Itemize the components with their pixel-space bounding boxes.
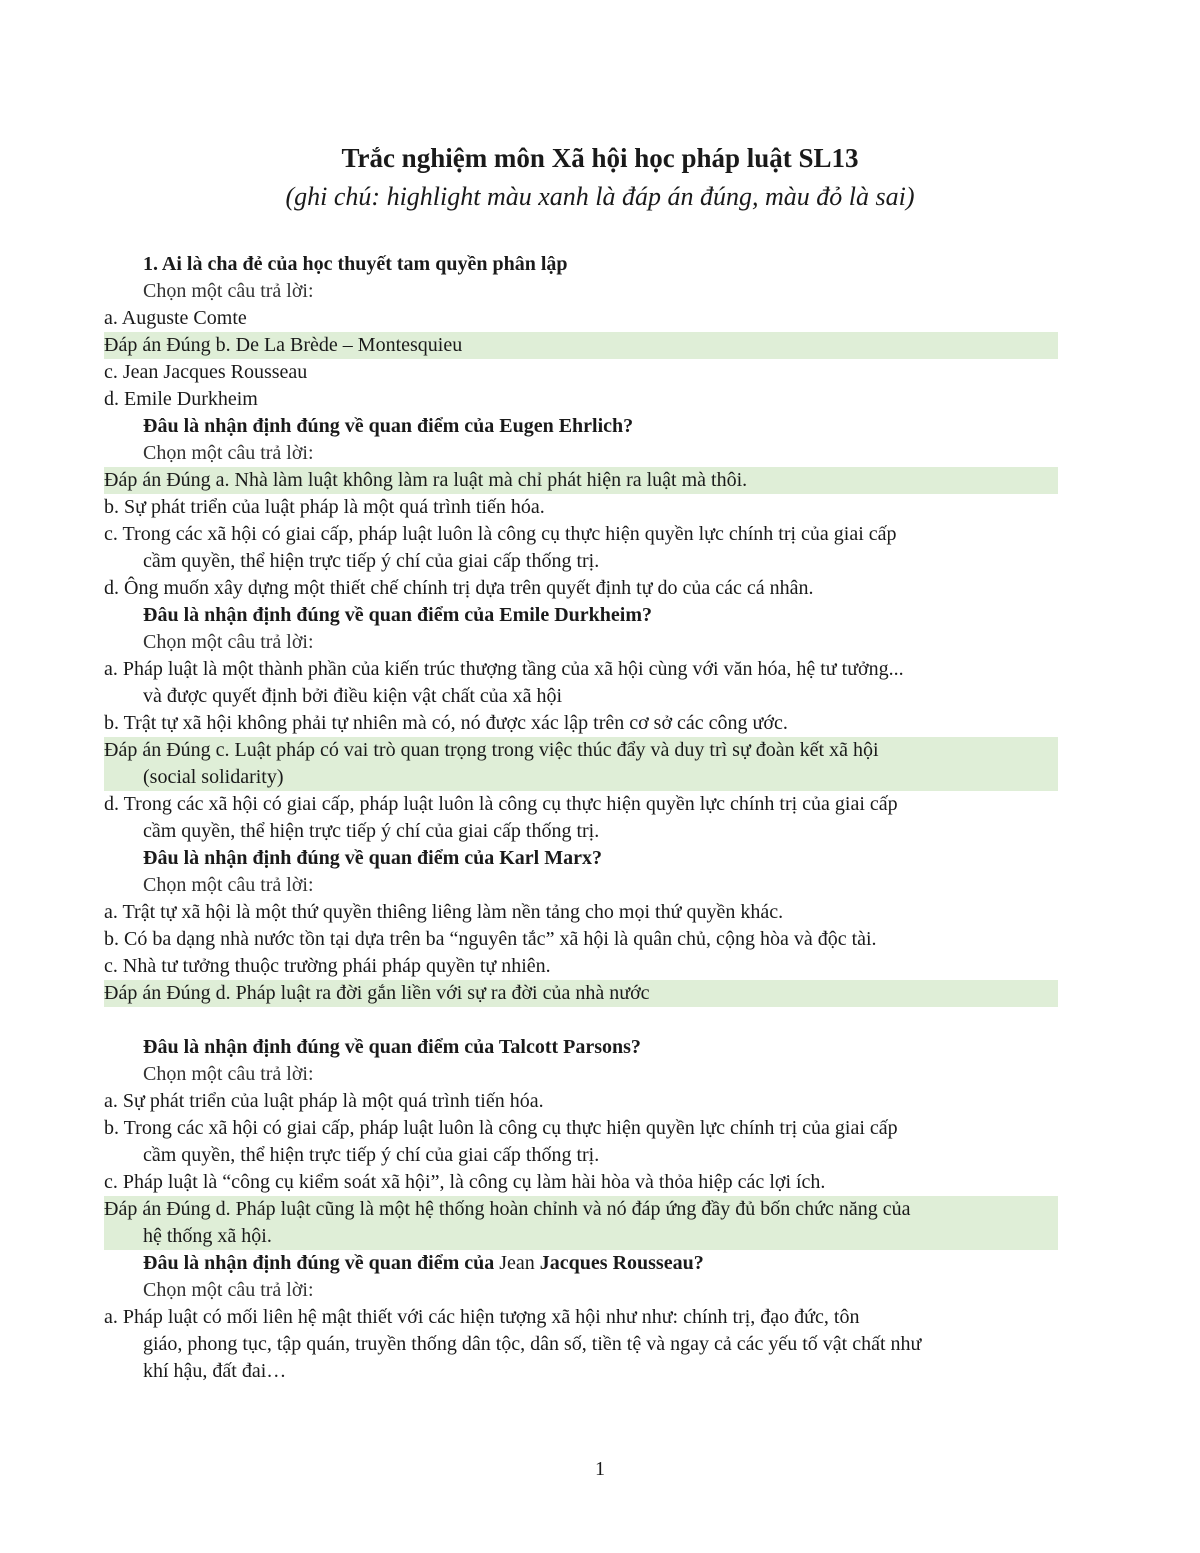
option-text-line: cầm quyền, thể hiện trực tiếp ý chí của giai cấp thống trị. [143, 1144, 600, 1166]
answer-prompt: Chọn một câu trả lời: [143, 631, 314, 653]
option-text-line: a. Sự phát triển của luật pháp là một quá trình tiến hóa. [104, 1090, 544, 1112]
answer-option [104, 359, 1058, 386]
option-text-line: b. Trong các xã hội có giai cấp, pháp luật luôn là công cụ thực hiện quyền lực chính trị của giai cấp [104, 1117, 898, 1139]
option-text-line: b. Sự phát triển của luật pháp là một quá trình tiến hóa. [104, 496, 545, 518]
option-text-line: c. Pháp luật là “công cụ kiểm soát xã hội”, là công cụ làm hài hòa và thỏa hiệp các lợi ích. [104, 1171, 826, 1193]
option-text-line: b. Trật tự xã hội không phải tự nhiên mà có, nó được xác lập trên cơ sở các công ước. [104, 712, 788, 734]
option-text-line: (social solidarity) [143, 766, 284, 788]
option-text-line: cầm quyền, thể hiện trực tiếp ý chí của giai cấp thống trị. [143, 820, 600, 842]
option-text-line: c. Jean Jacques Rousseau [104, 361, 308, 383]
option-text-line: cầm quyền, thể hiện trực tiếp ý chí của giai cấp thống trị. [143, 550, 600, 572]
answer-option [104, 656, 1058, 710]
question-title-part: Jacques Rousseau? [534, 1252, 704, 1274]
option-text-line: a. Pháp luật là một thành phần của kiến trúc thượng tầng của xã hội cùng với văn hóa, hệ tư tưởng... [104, 658, 904, 680]
question-block [104, 413, 1058, 602]
question-title [104, 1250, 1058, 1277]
answer-option [104, 791, 1058, 845]
option-text-line: Đáp án Đúng b. De La Brède – Montesquieu [104, 334, 463, 356]
question-title-part: 1. Ai là cha đẻ của học thuyết tam quyền phân lập [143, 253, 568, 275]
answer-prompt: Chọn một câu trả lời: [143, 442, 314, 464]
question-title-part: Jean [499, 1252, 535, 1274]
option-text-line: d. Trong các xã hội có giai cấp, pháp luật luôn là công cụ thực hiện quyền lực chính trị của giai cấp [104, 793, 898, 815]
answer-option [104, 494, 1058, 521]
answer-prompt: Chọn một câu trả lời: [143, 280, 314, 302]
page-number: 1 [595, 1458, 605, 1480]
answer-option [104, 1169, 1058, 1196]
option-text-line: a. Auguste Comte [104, 307, 247, 329]
option-text-line: giáo, phong tục, tập quán, truyền thống dân tộc, dân số, tiền tệ và ngay cả các yếu tố vật chất như [143, 1333, 922, 1355]
quiz-content [104, 251, 1058, 1385]
question-title-part: Đâu là nhận định đúng về quan điểm của Karl Marx? [143, 847, 602, 869]
option-text-line: và được quyết định bởi điều kiện vật chất của xã hội [143, 685, 563, 707]
document-subtitle: (ghi chú: highlight màu xanh là đáp án đúng, màu đỏ là sai) [285, 182, 915, 211]
answer-option [104, 710, 1058, 737]
option-text-line: Đáp án Đúng d. Pháp luật ra đời gắn liền với sự ra đời của nhà nước [104, 982, 650, 1004]
question-block [104, 1034, 1058, 1250]
correct-answer-option [104, 332, 1058, 359]
option-text-line: d. Ông muốn xây dựng một thiết chế chính trị dựa trên quyết định tự do của các cá nhân. [104, 577, 814, 599]
question-title [104, 251, 1058, 278]
answer-option [104, 521, 1058, 575]
answer-option [104, 575, 1058, 602]
question-block [104, 1250, 1058, 1385]
answer-prompt: Chọn một câu trả lời: [143, 1063, 314, 1085]
correct-answer-option [104, 737, 1058, 791]
answer-option [104, 899, 1058, 926]
answer-option [104, 1115, 1058, 1169]
question-title-part: Đâu là nhận định đúng về quan điểm của [143, 1252, 500, 1274]
answer-option [104, 1088, 1058, 1115]
option-text-line: khí hậu, đất đai… [143, 1360, 287, 1382]
question-title-part: Đâu là nhận định đúng về quan điểm của Emile Durkheim? [143, 604, 653, 626]
correct-answer-option [104, 1196, 1058, 1250]
option-text-line: c. Nhà tư tưởng thuộc trường phái pháp quyền tự nhiên. [104, 955, 551, 977]
answer-option [104, 953, 1058, 980]
document-title: Trắc nghiệm môn Xã hội học pháp luật SL13 [341, 143, 859, 173]
answer-option [104, 926, 1058, 953]
option-text-line: b. Có ba dạng nhà nước tồn tại dựa trên ba “nguyên tắc” xã hội là quân chủ, cộng hòa và độc tài. [104, 928, 877, 950]
answer-option [104, 1304, 1058, 1385]
answer-option [104, 386, 1058, 413]
question-title [104, 413, 1058, 440]
correct-answer-option [104, 467, 1058, 494]
blank-line [104, 1007, 1058, 1034]
option-text-line: Đáp án Đúng a. Nhà làm luật không làm ra luật mà chỉ phát hiện ra luật mà thôi. [104, 469, 748, 491]
option-text-line: hệ thống xã hội. [143, 1225, 272, 1247]
question-title [104, 1034, 1058, 1061]
option-text-line: Đáp án Đúng d. Pháp luật cũng là một hệ thống hoàn chỉnh và nó đáp ứng đầy đủ bốn chức năng của [104, 1198, 911, 1220]
answer-prompt: Chọn một câu trả lời: [143, 874, 314, 896]
answer-option [104, 305, 1058, 332]
question-title [104, 845, 1058, 872]
option-text-line: c. Trong các xã hội có giai cấp, pháp luật luôn là công cụ thực hiện quyền lực chính trị của giai cấp [104, 523, 897, 545]
question-block [104, 845, 1058, 1034]
question-block [104, 251, 1058, 413]
option-text-line: d. Emile Durkheim [104, 388, 258, 410]
option-text-line: Đáp án Đúng c. Luật pháp có vai trò quan trọng trong việc thúc đẩy và duy trì sự đoàn kết xã hội [104, 739, 879, 761]
option-text-line: a. Pháp luật có mối liên hệ mật thiết với các hiện tượng xã hội như như: chính trị, đạo đức, tôn [104, 1306, 860, 1328]
question-title-part: Đâu là nhận định đúng về quan điểm của Eugen Ehrlich? [143, 415, 634, 437]
answer-prompt: Chọn một câu trả lời: [143, 1279, 314, 1301]
question-title-part: Đâu là nhận định đúng về quan điểm của Talcott Parsons? [143, 1036, 641, 1058]
option-text-line: a. Trật tự xã hội là một thứ quyền thiêng liêng làm nền tảng cho mọi thứ quyền khác. [104, 901, 784, 923]
question-title [104, 602, 1058, 629]
correct-answer-option [104, 980, 1058, 1007]
question-block [104, 602, 1058, 845]
